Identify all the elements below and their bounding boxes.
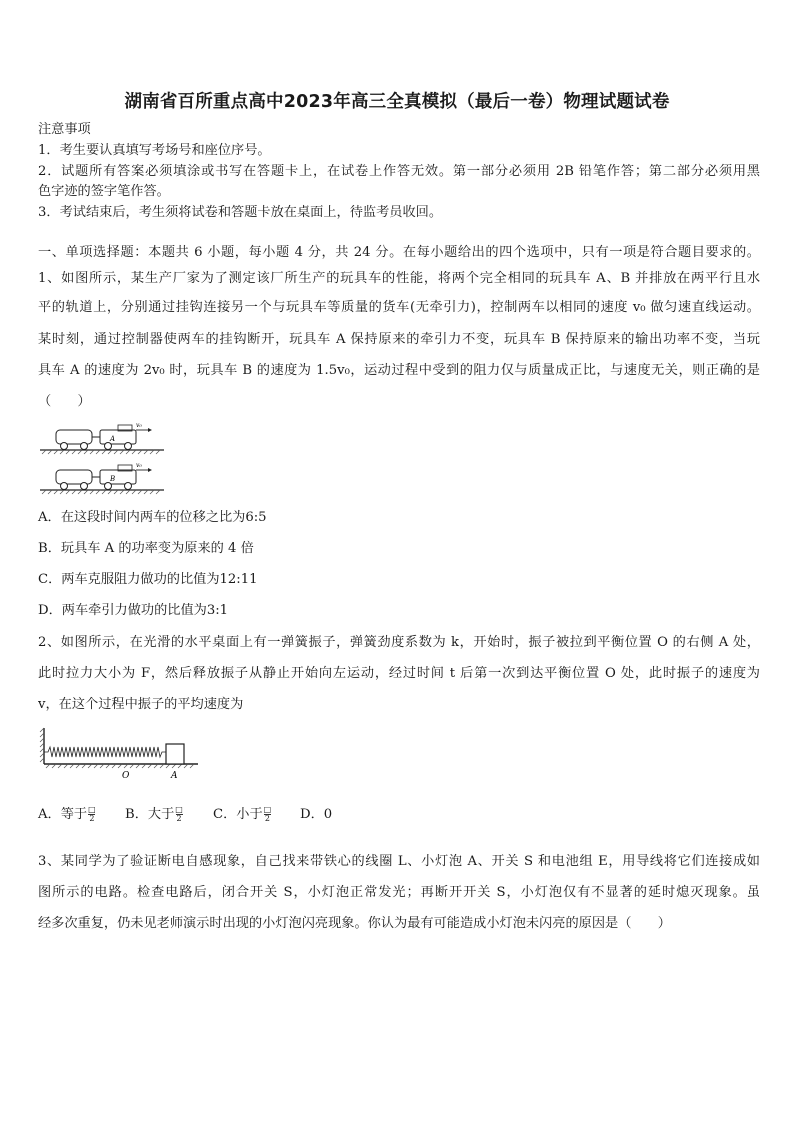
question-1-text: 具车 A 的速度为 2v₀ 时，玩具车 B 的速度为 1.5v₀，运动过程中受到的阻力仅与质量成正比，与速度无关，则正确的是 <box>38 363 760 378</box>
question-1-bracket: （ ） <box>38 394 91 409</box>
car-b-label: B <box>110 475 116 483</box>
question-3-text: 图所示的电路。检查电路后，闭合开关 S，小灯泡正常发光；再断开开关 S，小灯泡仅有不显著的延时熄灭现象。虽 <box>38 885 760 900</box>
question-3-text: 3、某同学为了验证断电自感现象，自己找来带铁心的线圈 L、小灯泡 A、开关 S 和电池组 E，用导线将它们连接成如 <box>38 854 760 869</box>
notice-heading: 注意事项 <box>38 122 91 137</box>
question-2-option-b[interactable]: B．大于 $\frac{□}{2}$ <box>125 805 183 823</box>
point-a-label: A <box>171 771 178 781</box>
page-title: 湖南省百所重点高中2023年高三全真模拟（最后一卷）物理试题试卷 <box>124 92 670 112</box>
fraction: $\frac{□}{2}$ <box>263 805 272 823</box>
notice-item: 1．考生要认真填写考场号和座位序号。 <box>38 143 271 158</box>
notice-item: 3．考试结束后，考生须将试卷和答题卡放在桌面上，待监考员收回。 <box>38 205 443 220</box>
question-2-option-d[interactable]: D．0 <box>300 807 333 822</box>
notice-item: 色字迹的签字笔作答。 <box>38 184 170 199</box>
spring-oscillator-diagram <box>38 726 203 782</box>
car-a-label: A <box>110 435 116 443</box>
question-2-option-a[interactable]: A．等于 $\frac{□}{2}$ <box>38 805 96 823</box>
question-3-text: 经多次重复，仍未见老师演示时出现的小灯泡闪亮现象。你认为最有可能造成小灯泡未闪亮的原因是（ ） <box>38 916 671 931</box>
question-1-text: 1、如图所示，某生产厂家为了测定该厂所生产的玩具车的性能，将两个完全相同的玩具车 A、B 并排放在两平行且水 <box>38 271 760 286</box>
question-1-text: 某时刻，通过控制器使两车的挂钩断开，玩具车 A 保持原来的牵引力不变，玩具车 B 保持原来的输出功率不变，当玩 <box>38 332 760 347</box>
question-1-option-c[interactable]: C．两车克服阻力做功的比值为12:11 <box>38 572 258 587</box>
point-o-label: O <box>122 771 130 781</box>
fraction: $\frac{□}{2}$ <box>88 805 96 823</box>
toy-cars-diagram <box>38 420 168 496</box>
question-2-text: 2、如图所示，在光滑的水平桌面上有一弹簧振子，弹簧劲度系数为 k，开始时，振子被拉到平衡位置 O 的右侧 A 处， <box>38 635 760 650</box>
velocity-label-bottom: v₀ <box>136 462 142 469</box>
question-1-option-d[interactable]: D．两车牵引力做功的比值为3:1 <box>38 603 229 618</box>
section-heading: 一、单项选择题：本题共 6 小题，每小题 4 分，共 24 分。在每小题给出的四个选项中，只有一项是符合题目要求的。 <box>38 245 760 260</box>
velocity-label-top: v₀ <box>136 422 142 429</box>
question-1-option-b[interactable]: B．玩具车 A 的功率变为原来的 4 倍 <box>38 541 254 556</box>
question-2-text: v，在这个过程中振子的平均速度为 <box>38 697 244 712</box>
question-1-option-a[interactable]: A．在这段时间内两车的位移之比为6:5 <box>38 510 267 525</box>
fraction: $\frac{□}{2}$ <box>175 805 183 823</box>
question-2-text: 此时拉力大小为 F，然后释放振子从静止开始向左运动，经过时间 t 后第一次到达平衡位置 O 处，此时振子的速度为 <box>38 666 760 681</box>
notice-item: 2．试题所有答案必须填涂或书写在答题卡上，在试卷上作答无效。第一部分必须用 2B 铅笔作答；第二部分必须用黑 <box>38 164 760 179</box>
question-2-option-c[interactable]: C．小于 $\frac{□}{2}$ <box>213 805 272 823</box>
question-1-text: 平的轨道上，分别通过挂钩连接另一个与玩具车等质量的货车(无牵引力)，控制两车以相同的速度 v₀ 做匀速直线运动。 <box>38 300 760 315</box>
